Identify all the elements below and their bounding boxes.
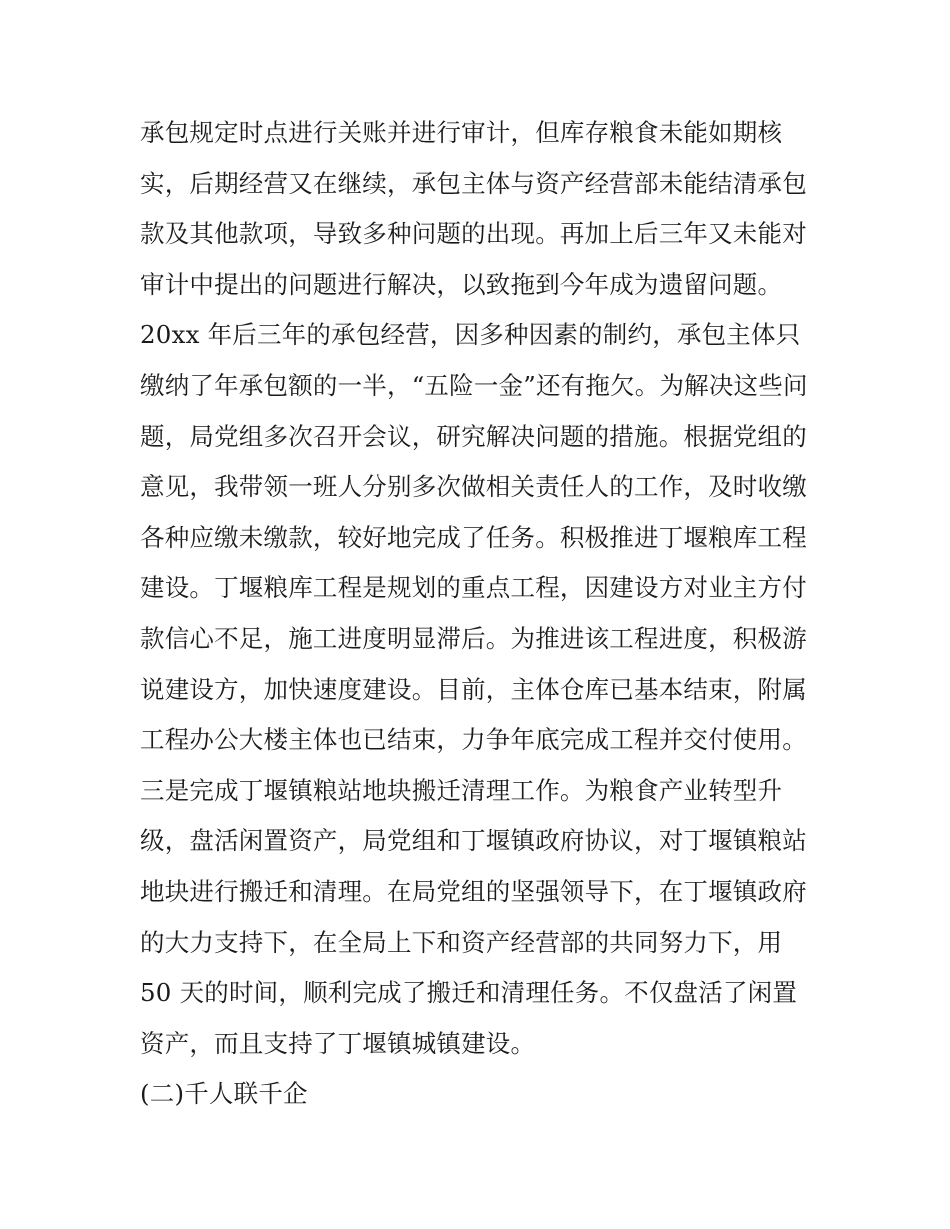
text-line: 地块进行搬迁和清理。在局党组的坚强领导下，在丁堰镇政府 [140,876,807,906]
text-line: 实，后期经营又在继续，承包主体与资产经营部未能结清承包 [140,168,807,198]
section-heading: (二)千人联千企 [140,1079,308,1109]
text-line: 审计中提出的问题进行解决，以致拖到今年成为遗留问题。 [140,269,783,299]
text-line: 的大力支持下，在全局上下和资产经营部的共同努力下，用 [140,927,783,957]
text-line: 承包规定时点进行关账并进行审计，但库存粮食未能如期核 [140,118,783,147]
text-line: 20xx 年后三年的承包经营，因多种因素的制约，承包主体只 [140,320,801,350]
text-line: 工程办公大楼主体也已结束，力争年底完成工程并交付使用。 [140,725,807,755]
text-line: 资产，而且支持了丁堰镇城镇建设。 [140,1028,536,1058]
text-line: 三是完成丁堰镇粮站地块搬迁清理工作。为粮食产业转型升 [140,775,783,805]
body-text [140,108,830,1120]
text-line: 款信心不足，施工进度明显滞后。为推进该工程进度，积极游 [140,623,807,653]
text-line: 意见，我带领一班人分别多次做相关责任人的工作，及时收缴 [140,472,807,502]
text-line: 题，局党组多次召开会议，研究解决问题的措施。根据党组的 [140,421,807,451]
text-line: 级，盘活闲置资产，局党组和丁堰镇政府协议，对丁堰镇粮站 [140,826,807,856]
text-line: 建设。丁堰粮库工程是规划的重点工程，因建设方对业主方付 [140,573,807,603]
text-line: 款及其他款项，导致多种问题的出现。再加上后三年又未能对 [140,219,807,249]
text-line: 50 天的时间，顺利完成了搬迁和清理任务。不仅盘活了闲置 [140,978,798,1008]
text-line: 各种应缴未缴款，较好地完成了任务。积极推进丁堰粮库工程 [140,522,807,552]
text-line: 说建设方，加快速度建设。目前，主体仓库已基本结束，附属 [140,674,807,704]
text-line: 缴纳了年承包额的一半，“五险一金”还有拖欠。为解决这些问 [140,370,808,400]
